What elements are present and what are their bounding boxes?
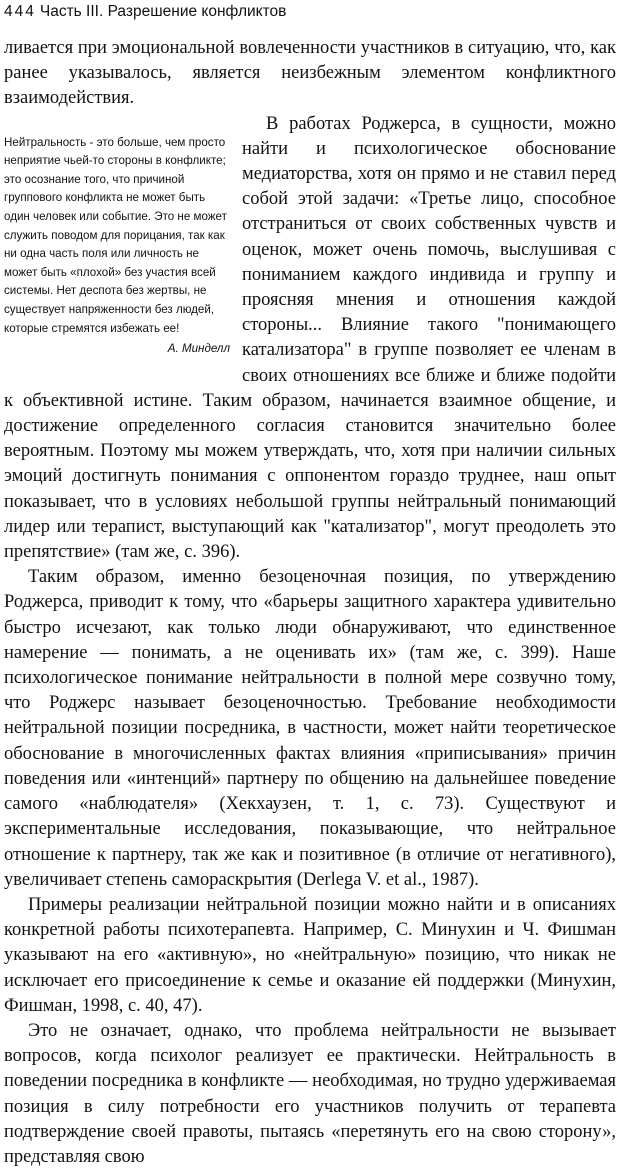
sidebar-quote-box — [4, 134, 232, 359]
sidebar-author: А. Минделл — [167, 342, 230, 356]
page-number: 444 — [4, 3, 36, 20]
paragraph: Таким образом, именно безоценочная позиция, по утверждению Роджерса, приводит к тому, что «барьеры защитного характера удивительно быстро исчезают, как только люди обнаруживают, что единственное намерение — понимать, а не оценивать их» (там же, с. 399). Наше психологическое понимание нейтральности в полной мере созвучно тому, что Роджерс называет безоценочностью. Требование необходимости нейтральной позиции посредника, в частности, может найти теоретическое обоснование в многочисленных фактах влияния «приписывания» причин поведения или «интенций» партнеру по общению на дальнейшее поведение самого «наблюдателя» (Хекхаузен, т. 1, с. 73). Существуют и экспериментальные исследования, показывающие, что нейтральное отношение к партнеру, так же как и позитивное (в отличие от негативного), увеличивает степень самораскрытия (Derlega V. et al., 1987). — [4, 567, 616, 890]
paragraph: ливается при эмоциональной вовлеченности участников в ситуацию, что, как ранее указывалось, является неизбежным элементом конфликтного взаимодействия. — [4, 38, 616, 109]
running-header — [4, 1, 616, 23]
paragraph: Примеры реализации нейтральной позиции можно найти и в описаниях конкретной работы психотерапевта. Например, С. Минухин и Ч. Фишман указывают на его «активную», но «нейтральную» позицию, что никак не исключает его присоединение к семье и оказание ей поддержки (Минухин, Фишман, 1998, с. 40, 47). — [4, 894, 616, 1016]
main-text — [4, 36, 616, 1170]
paragraph-text: В работах Роджерса, в сущности, можно найти и психологическое обоснование медиаторства, хотя он прямо и не ставил перед собой этой задачи: «Третье лицо, способное отстраниться от своих собственных чувств и оценок, может очень помочь, выслушивая с пониманием каждого индивида и группу и проясняя мнения и отношения каждой стороны... Влияние такого "понимающего катализатора" в группе позволяет ее членам в своих отношениях все ближе и ближе подойти к объективной истине. Таким образом, начинается взаимное общение, и достижение определенного согласия становится значительно более вероятным. Поэтому мы можем утверждать, что, хотя при наличии сильных эмоций достигнуть понимания с оппонентом гораздо труднее, наш опыт показывает, что в условиях небольшой группы нейтральный понимающий лидер или терапист, выступающий как "катализатор", могут преодолеть это препятствие» (там же, с. 396). — [4, 113, 616, 563]
sidebar-quote: Нейтральность - это больше, чем просто неприятие чьей-то стороны в конфликте; это осознание того, что причиной группового конфликта не может быть один человек или событие. Это не может служить поводом для порицания, так как ни одна часть поля или личность не может быть «плохой» без участия всей системы. Нет деспота без жертвы, не существует напряженности без людей, которые стремятся избежать ее! — [4, 135, 227, 335]
paragraph — [4, 112, 616, 566]
section-title: Часть III. Разрешение конфликтов — [39, 3, 287, 20]
paragraph: Это не означает, однако, что проблема нейтральности не вызывает вопросов, когда психолог реализует ее практически. Нейтральность в поведении посредника в конфликте — необходимая, но трудно удерживаемая позиция в силу потребности его участников получить от терапевта подтверждение своей правоты, пытаясь «перетянуть его на свою сторону», представляя свою — [4, 1020, 616, 1167]
